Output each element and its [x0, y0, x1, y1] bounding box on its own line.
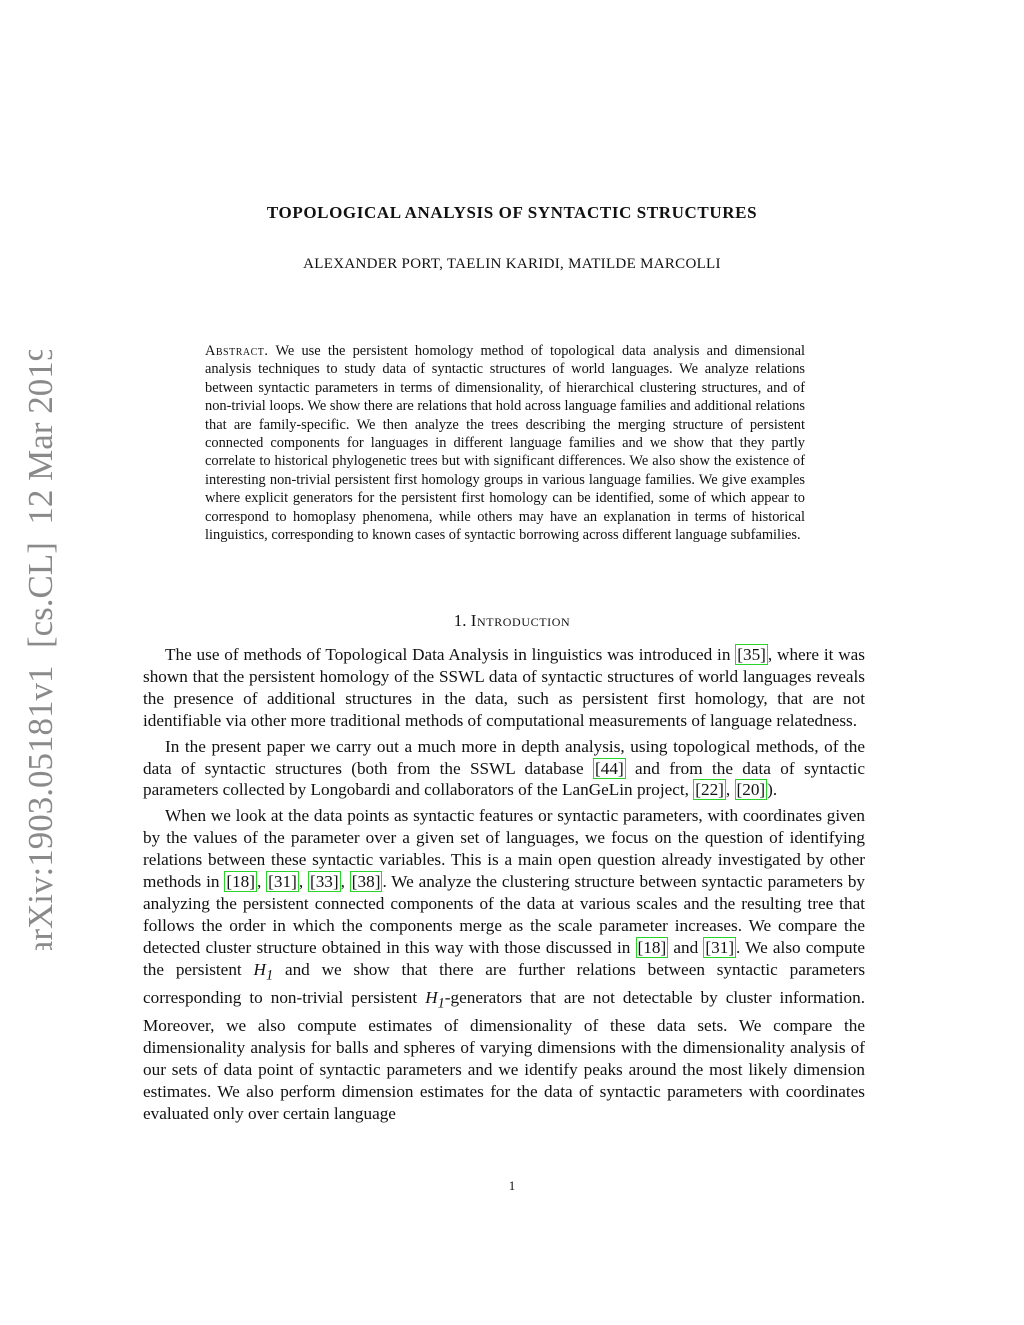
arxiv-identifier-stamp — [22, 350, 62, 950]
abstract-label: Abstract. — [205, 343, 269, 359]
paper-title: TOPOLOGICAL ANALYSIS OF SYNTACTIC STRUCTURES — [266, 203, 758, 222]
section-heading — [0, 611, 1024, 631]
text-run: , where it was shown that the persistent homology of the SSWL data of syntactic structures of world languages reveals the presence of additional structures in the data, such as persistent first homology, that are not identifiable via other more traditional methods of computational measurements of language relatedness. — [143, 645, 865, 730]
text-run: -generators that are not detectable by cluster information. Moreover, we also compute estimates of dimensionality of these data sets. We compare the dimensionality analysis for balls and spheres of varying dimensions with the dimensionality analysis of our sets of data point of syntactic parameters and we identify peaks around the most likely dimension estimates. We also perform dimension estimates for the data of syntactic parameters with coordinates evaluated only over certain language — [143, 988, 865, 1123]
body-text — [143, 644, 865, 1129]
citation-link[interactable]: [38] — [351, 872, 381, 892]
author-list: ALEXANDER PORT, TAELIN KARIDI, MATILDE MARCOLLI — [303, 256, 721, 272]
text-run: and we show that there are further relations between syntactic parameters corresponding to non-trivial persistent — [143, 959, 866, 1008]
section-title: Introduction — [470, 611, 571, 630]
abstract-text: We use the persistent homology method of topological data analysis and dimensional analysis techniques to study data of syntactic structures of world languages. We analyze relations between syntactic parameters in terms of dimensionality, of hierarchical clustering structures, and of non-trivial loops. We show there are relations that hold across language families and additional relations that are family-specific. We then analyze the trees describing the merging structure of persistent connected components for languages in different language families and we show that they partly correlate to historical phylogenetic trees but with significant differences. We also show the existence of interesting non-trivial persistent first homology groups in various language families. We give examples where explicit generators for the persistent first homology can be identified, some of which appear to correspond to homoplasy phenomena, while others may have an explanation in terms of historical linguistics, corresponding to known cases of syntactic borrowing across different language subfamilies. — [205, 343, 806, 544]
citation-link[interactable]: [18] — [226, 872, 255, 892]
citation-link[interactable]: [22] — [695, 780, 724, 800]
page-number: 1 — [508, 1178, 516, 1193]
text-run: and — [673, 937, 699, 957]
math-symbol: H — [253, 959, 266, 979]
math-symbol: H — [425, 988, 438, 1008]
math-subscript: 1 — [265, 967, 274, 984]
section-number: 1. — [453, 611, 467, 630]
text-run: . We analyze the clustering structure between syntactic parameters by analyzing the persistent connected components of the data at various scales and the resulting tree that follows the order in which the components merge as the scale parameter increases. We compare the detected cluster structure obtained in this way with those discussed in — [143, 872, 866, 957]
abstract-block — [205, 342, 805, 544]
paragraph-2 — [143, 736, 865, 802]
text-run: When we look at the data points as syntactic features or syntactic parameters, with coordinates given by the values of the parameter over a given set of languages, we focus on the question of identifying relations between these syntactic variables. This is a main open question already investigated by other methods in — [143, 806, 865, 892]
arxiv-identifier-text: arXiv:1903.05181v1 [cs.CL] 12 Mar 2019 — [22, 350, 60, 950]
citation-link[interactable]: [20] — [736, 780, 766, 800]
text-run: , — [725, 780, 731, 800]
text-run: . We also compute the persistent — [143, 937, 865, 979]
citation-link[interactable]: [31] — [705, 937, 735, 957]
citation-link[interactable]: [33] — [309, 872, 339, 892]
citation-link[interactable]: [18] — [637, 937, 667, 957]
text-run: ). — [767, 780, 778, 800]
math-subscript: 1 — [437, 995, 445, 1012]
text-run: The use of methods of Topological Data Analysis in linguistics was introduced in — [165, 645, 731, 664]
citation-link[interactable]: [31] — [268, 872, 297, 892]
paragraph-3: When we look at the data points as syntactic features or syntactic parameters, with coordinates given by the values of the parameter over a given set of languages, we focus on the question of identifying relations between these syntactic variables. This is a main open question already investigated by other methods in [18] , [31] , [33] , [38] . We analyze the clustering structure between syntactic parameters by analyzing the persistent connected components of the data at various scales and the resulting tree that follows the order in which the components merge as the scale parameter increases. We compare the detected cluster structure obtained in this way with those discussed in [18] and [31] . We also compute the persistent $H_1$ and we show that there are further relations between syntactic parameters corresponding to non-trivial persistent $H_1$-generators that are not detectable by cluster information. Moreover, we also compute estimates of dimensionality of these data sets. We compare the dimensionality analysis for balls and spheres of varying dimensions with the dimensionality analysis of our sets of data point of syntactic parameters and we identify peaks around the most likely dimension estimates. We also perform dimension estimates for the data of syntactic parameters with coordinates evaluated only over certain language — [143, 806, 866, 1123]
citation-link[interactable]: [44] — [595, 758, 624, 778]
paragraph-1 — [143, 644, 865, 732]
text-run: and from the data of syntactic parameters collected by Longobardi and collaborators of the LanGeLin project, — [143, 758, 866, 800]
math-h1 — [253, 959, 274, 984]
math-h1 — [425, 988, 445, 1012]
text-run: In the present paper we carry out a much more in depth analysis, using topological methods, of the data of syntactic structures (both from the SSWL database — [143, 736, 865, 778]
citation-link[interactable]: [35] — [737, 645, 766, 664]
